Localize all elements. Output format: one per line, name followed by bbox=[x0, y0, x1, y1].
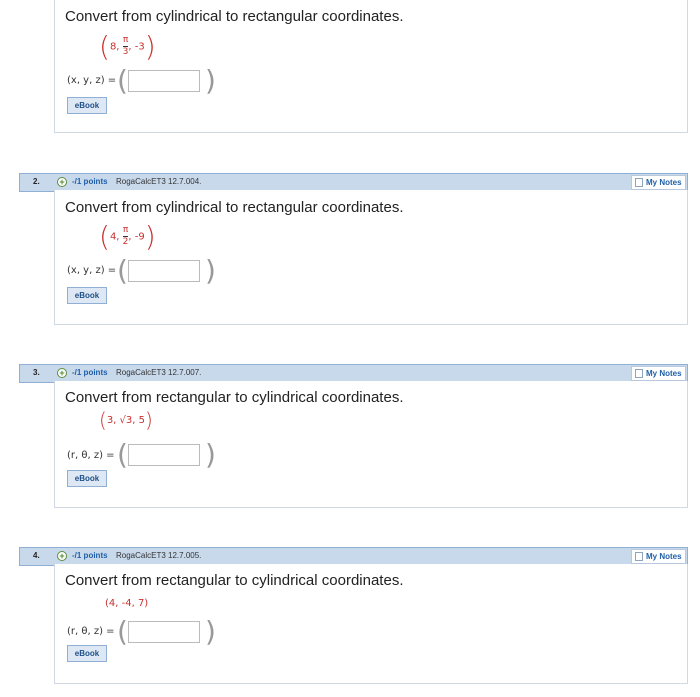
open-paren: ( bbox=[117, 254, 128, 287]
sqrt-term: √3 bbox=[119, 415, 133, 426]
close-paren: ) bbox=[205, 254, 216, 287]
answer-input[interactable] bbox=[128, 444, 200, 466]
question-prompt: Convert from cylindrical to rectangular coordinates. bbox=[65, 199, 404, 216]
ebook-button[interactable]: eBook bbox=[67, 287, 107, 304]
question-id: RogaCalcET3 12.7.005. bbox=[116, 551, 202, 560]
answer-input[interactable] bbox=[128, 621, 200, 643]
open-paren: ( bbox=[117, 615, 128, 648]
question-number: 4. bbox=[33, 551, 40, 560]
my-notes-label: My Notes bbox=[646, 552, 682, 561]
answer-label: (x, y, z) = bbox=[67, 265, 117, 276]
given-point: (4, $\frac{\pi}{2}$ , -9) bbox=[99, 220, 156, 253]
close-paren: ) bbox=[205, 615, 216, 648]
question-1-card bbox=[54, 0, 688, 133]
open-paren: ( bbox=[117, 64, 128, 97]
note-icon bbox=[635, 178, 643, 187]
ebook-button[interactable]: eBook bbox=[67, 470, 107, 487]
plus-icon[interactable]: + bbox=[57, 551, 67, 561]
ebook-button[interactable]: eBook bbox=[67, 97, 107, 114]
my-notes-label: My Notes bbox=[646, 178, 682, 187]
answer-label: (x, y, z) = bbox=[67, 75, 117, 86]
question-3-card bbox=[54, 381, 688, 508]
given-point: (8, $\frac{\pi}{3}$ , -3) bbox=[99, 30, 156, 63]
open-paren: ( bbox=[117, 438, 128, 471]
plus-icon[interactable]: + bbox=[57, 177, 67, 187]
question-number: 2. bbox=[33, 177, 40, 186]
question-points: -/1 points bbox=[72, 368, 108, 377]
answer-label: (r, θ, z) = bbox=[67, 450, 115, 461]
question-points: -/1 points bbox=[72, 177, 108, 186]
my-notes-label: My Notes bbox=[646, 369, 682, 378]
given-point: (4, -4, 7) bbox=[105, 598, 149, 609]
question-id: RogaCalcET3 12.7.004. bbox=[116, 177, 202, 186]
question-prompt: Convert from rectangular to cylindrical coordinates. bbox=[65, 572, 404, 589]
given-point: (3, √3, 5) bbox=[99, 408, 153, 432]
answer-input[interactable] bbox=[128, 70, 200, 92]
answer-label: (r, θ, z) = bbox=[67, 626, 115, 637]
question-id: RogaCalcET3 12.7.007. bbox=[116, 368, 202, 377]
my-notes-button[interactable] bbox=[631, 366, 686, 381]
my-notes-button[interactable] bbox=[631, 175, 686, 190]
ebook-button[interactable]: eBook bbox=[67, 645, 107, 662]
question-number: 3. bbox=[33, 368, 40, 377]
plus-icon[interactable]: + bbox=[57, 368, 67, 378]
question-2-card bbox=[54, 190, 688, 325]
note-icon bbox=[635, 369, 643, 378]
question-4-card bbox=[54, 564, 688, 684]
close-paren: ) bbox=[205, 64, 216, 97]
answer-input[interactable] bbox=[128, 260, 200, 282]
question-prompt: Convert from cylindrical to rectangular coordinates. bbox=[65, 8, 404, 25]
close-paren: ) bbox=[205, 438, 216, 471]
note-icon bbox=[635, 552, 643, 561]
fraction: $\frac{\pi}{3}$ bbox=[122, 35, 129, 57]
question-prompt: Convert from rectangular to cylindrical coordinates. bbox=[65, 389, 404, 406]
my-notes-button[interactable] bbox=[631, 549, 686, 564]
fraction: $\frac{\pi}{2}$ bbox=[122, 225, 129, 247]
question-points: -/1 points bbox=[72, 551, 108, 560]
